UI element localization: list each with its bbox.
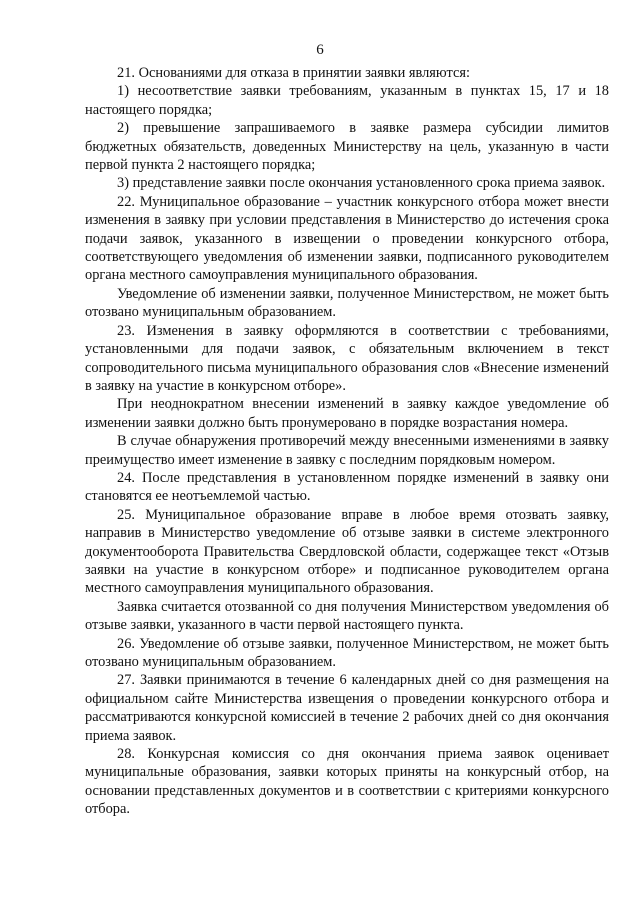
paragraph-26: 26. Уведомление об отзыве заявки, полученное Министерством, не может быть отозвано муниципальным образованием. [85,635,609,670]
paragraph-22: 22. Муниципальное образование – участник конкурсного отбора может внести изменения в заявку при условии представления в Министерство до истечения срока подачи заявок, указанного в извещении о проведении конкурсного отбора, соответствующего уведомления об изменении заявки, подписанного руководителем органа местного самоуправления муниципального образования. [85,193,609,284]
paragraph-28: 28. Конкурсная комиссия со дня окончания приема заявок оценивает муниципальные образования, заявки которых приняты на конкурсный отбор, на основании представленных документов и в соответствии с критериями конкурсного отбора. [85,746,609,818]
page-number: 6 [316,42,324,58]
paragraph-23-part-3: В случае обнаружения противоречий между внесенными изменениями в заявку преимущество имеет изменение в заявку с последним порядковым номером. [85,433,609,468]
paragraph-21-item-2: 2) превышение запрашиваемого в заявке размера субсидии лимитов бюджетных обязательств, доведенных Министерству на цель, указанную в части первой пункта 2 настоящего порядка; [85,120,609,174]
paragraph-21-item-3: 3) представление заявки после окончания установленного срока приема заявок. [117,175,606,192]
paragraph-23: 23. Изменения в заявку оформляются в соответствии с требованиями, установленными для подачи заявок, с обязательным включением в текст сопроводительного письма муниципального образования слов «Внесение изменений в заявку на участие в конкурсном отборе». [85,322,609,394]
paragraph-22-part-2: Уведомление об изменении заявки, полученное Министерством, не может быть отозвано муниципальным образованием. [85,285,609,321]
paragraph-23-part-2: При неоднократном внесении изменений в заявку каждое уведомление об изменении заявки должно быть пронумеровано в порядке возрастания номера. [85,396,609,431]
paragraph-25: 25. Муниципальное образование вправе в любое время отозвать заявку, направив в Министерство уведомление об отзыве заявки в системе электронного документооборота Правительства Свердловской области, содержащее текст «Отзыв заявки на участие в конкурсном отборе» и подписанное руководителем органа местного самоуправления муниципального образования. [85,506,609,597]
paragraph-27: 27. Заявки принимаются в течение 6 календарных дней со дня размещения на официальном сайте Министерства извещения о проведении конкурсного отбора и рассматриваются конкурсной комиссией в течение 2 рабочих дней со дня окончания приема заявок. [85,672,609,744]
paragraph-24: 24. После представления в установленном порядке изменений в заявку они становятся ее неотъемлемой частью. [85,469,609,505]
paragraph-21: 21. Основаниями для отказа в принятии заявки являются: [117,65,470,81]
document-body [85,64,609,819]
paragraph-25-part-2: Заявка считается отозванной со дня получения Министерством уведомления об отзыве заявки, указанного в части первой настоящего пункта. [85,598,609,634]
paragraph-21-item-1: 1) несоответствие заявки требованиям, указанным в пунктах 15, 17 и 18 настоящего порядка; [85,83,609,118]
